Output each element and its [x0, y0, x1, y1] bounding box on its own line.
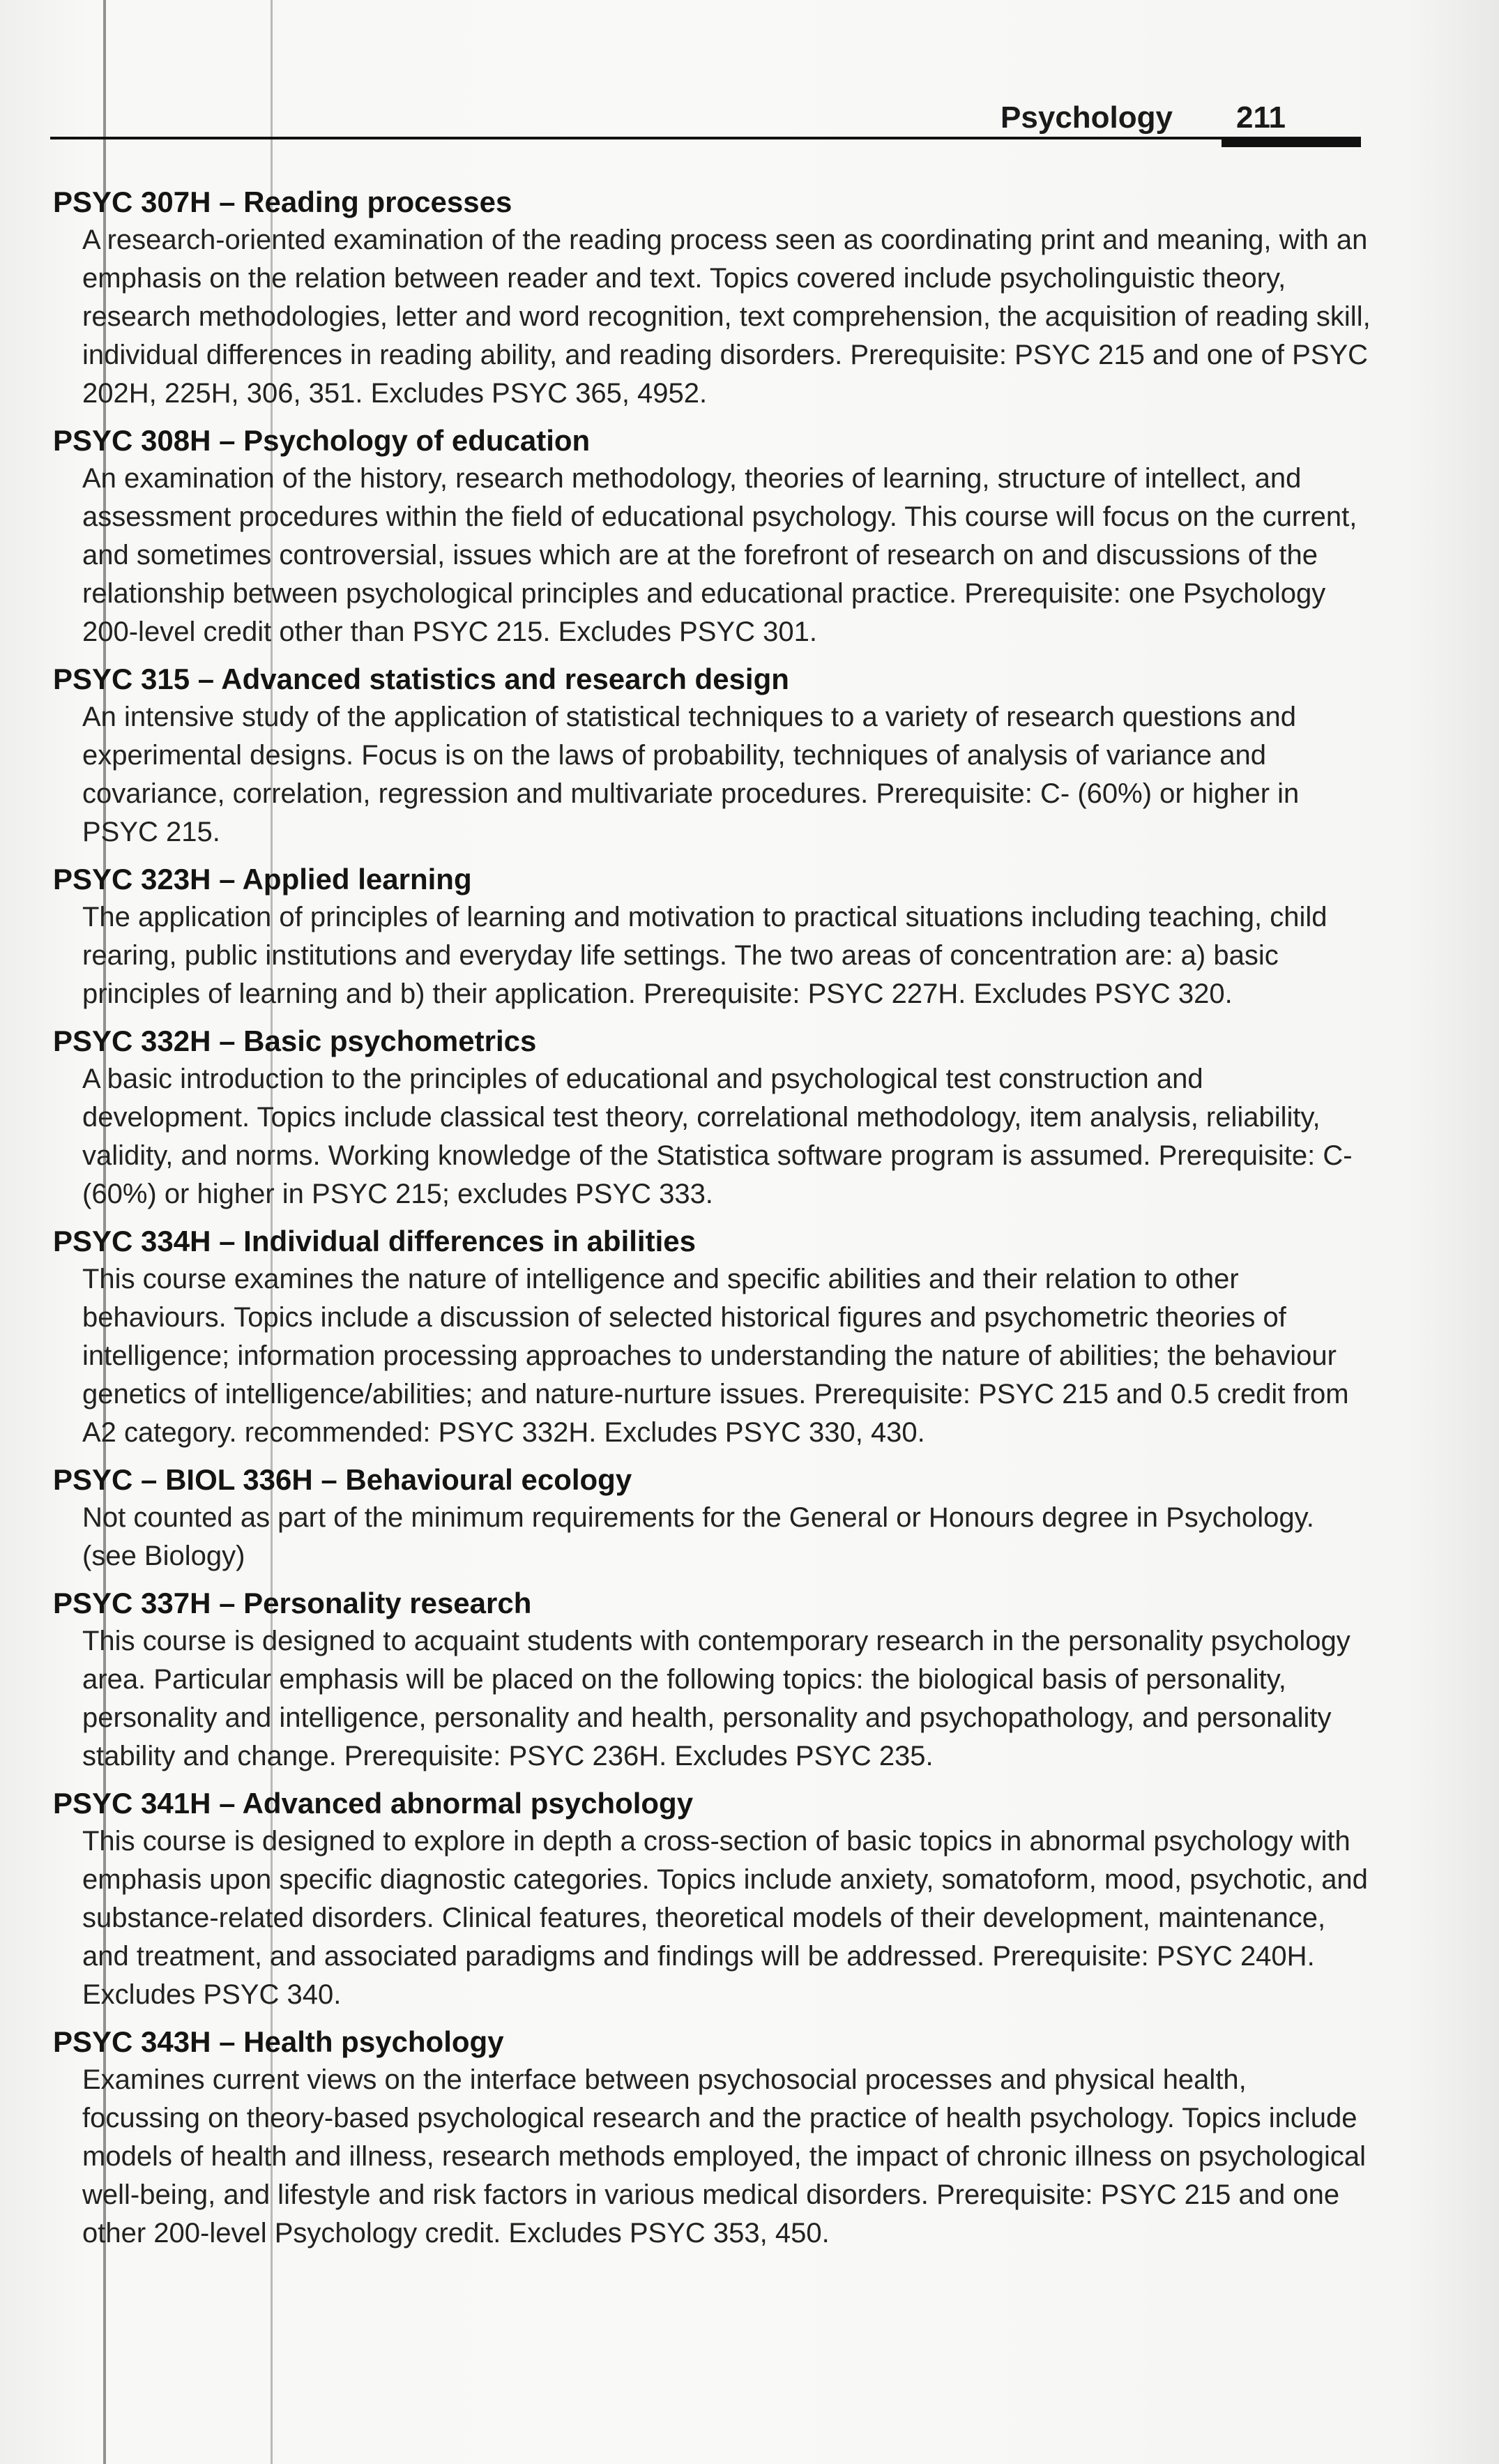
course-entry — [53, 421, 1371, 651]
page-number: 211 — [1236, 100, 1286, 135]
course-title: PSYC 343H – Health psychology — [53, 2025, 504, 2058]
course-list — [53, 183, 1371, 2261]
course-description: The application of principles of learning and motivation to practical situations including teaching, child rearing, public institutions and everyday life settings. The two areas of concentration are: a) basic principles of learning and b) their application. Prerequisite: PSYC 227H. Excludes PSYC 320. — [82, 902, 1327, 1009]
header-rule — [50, 137, 1361, 139]
course-description: This course is designed to acquaint students with contemporary research in the personality psychology area. Particular emphasis will be placed on the following topics: the biological basis of personality, personality and intelligence, personality and health, personality and psychopathology, and personality stability and change. Prerequisite: PSYC 236H. Excludes PSYC 235. — [82, 1626, 1350, 1771]
course-description: A research-oriented examination of the reading process seen as coordinating print and meaning, with an emphasis on the relation between reader and text. Topics covered include psycholinguistic theory, research methodologies, letter and word recognition, text comprehension, the acquisition of reading skill, individual differences in reading ability, and reading disorders. Prerequisite: PSYC 215 and one of PSYC 202H, 225H, 306, 351. Excludes PSYC 365, 4952. — [82, 225, 1371, 409]
course-entry — [53, 1784, 1371, 2014]
course-description: Examines current views on the interface between psychosocial processes and physical health, focussing on theory-based psychological research and the practice of health psychology. Topics include models of health and illness, research methods employed, the impact of chronic illness on psychological well-being, and lifestyle and risk factors in various medical disorders. Prerequisite: PSYC 215 and one other 200-level Psychology credit. Excludes PSYC 353, 450. — [82, 2064, 1366, 2248]
course-title: PSYC 323H – Applied learning — [53, 863, 472, 895]
course-title: PSYC 332H – Basic psychometrics — [53, 1025, 537, 1057]
course-entry — [53, 1222, 1371, 1452]
course-title: PSYC 334H – Individual differences in abilities — [53, 1225, 696, 1257]
course-entry — [53, 860, 1371, 1013]
course-entry — [53, 660, 1371, 852]
course-title: PSYC – BIOL 336H – Behavioural ecology — [53, 1463, 632, 1496]
course-title: PSYC 307H – Reading processes — [53, 186, 512, 218]
course-entry — [53, 1584, 1371, 1776]
course-description: This course examines the nature of intelligence and specific abilities and their relation to other behaviours. Topics include a discussion of selected historical figures and psychometric theories of intelligence; information processing approaches to understanding the nature of abilities; the behaviour genetics of intelligence/abilities; and nature-nurture issues. Prerequisite: PSYC 215 and 0.5 credit from A2 category. recommended: PSYC 332H. Excludes PSYC 330, 430. — [82, 1264, 1349, 1448]
header-section-title: Psychology — [1000, 100, 1173, 135]
course-description: Not counted as part of the minimum requirements for the General or Honours degree in Psychology. (see Biology) — [82, 1502, 1314, 1571]
course-title: PSYC 337H – Personality research — [53, 1587, 532, 1619]
course-entry — [53, 2023, 1371, 2253]
course-title: PSYC 308H – Psychology of education — [53, 424, 591, 457]
header-tab-bar — [1222, 137, 1361, 147]
course-description: An intensive study of the application of statistical techniques to a variety of research questions and experimental designs. Focus is on the laws of probability, techniques of analysis of variance and covariance, correlation, regression and multivariate procedures. Prerequisite: C- (60%) or higher in PSYC 215. — [82, 702, 1300, 847]
course-description: This course is designed to explore in depth a cross-section of basic topics in abnormal psychology with emphasis upon specific diagnostic categories. Topics include anxiety, somatoform, mood, psychotic, and substance-related disorders. Clinical features, theoretical models of their development, maintenance, and treatment, and associated paradigms and findings will be addressed. Prerequisite: PSYC 240H. Excludes PSYC 340. — [82, 1826, 1368, 2010]
page-header — [50, 89, 1361, 152]
course-entry — [53, 1460, 1371, 1575]
course-title: PSYC 341H – Advanced abnormal psychology — [53, 1787, 694, 1820]
course-entry — [53, 1022, 1371, 1214]
course-description: A basic introduction to the principles of educational and psychological test construction and development. Topics include classical test theory, correlational methodology, item analysis, reliability, validity, and norms. Working knowledge of the Statistica software program is assumed. Prerequisite: C-(60%) or higher in PSYC 215; excludes PSYC 333. — [82, 1064, 1353, 1209]
course-title: PSYC 315 – Advanced statistics and research design — [53, 663, 789, 695]
course-entry — [53, 183, 1371, 413]
course-description: An examination of the history, research methodology, theories of learning, structure of intellect, and assessment procedures within the field of educational psychology. This course will focus on the current, and sometimes controversial, issues which are at the forefront of research on and discussions of the relationship between psychological principles and educational practice. Prerequisite: one Psychology 200-level credit other than PSYC 215. Excludes PSYC 301. — [82, 463, 1357, 647]
